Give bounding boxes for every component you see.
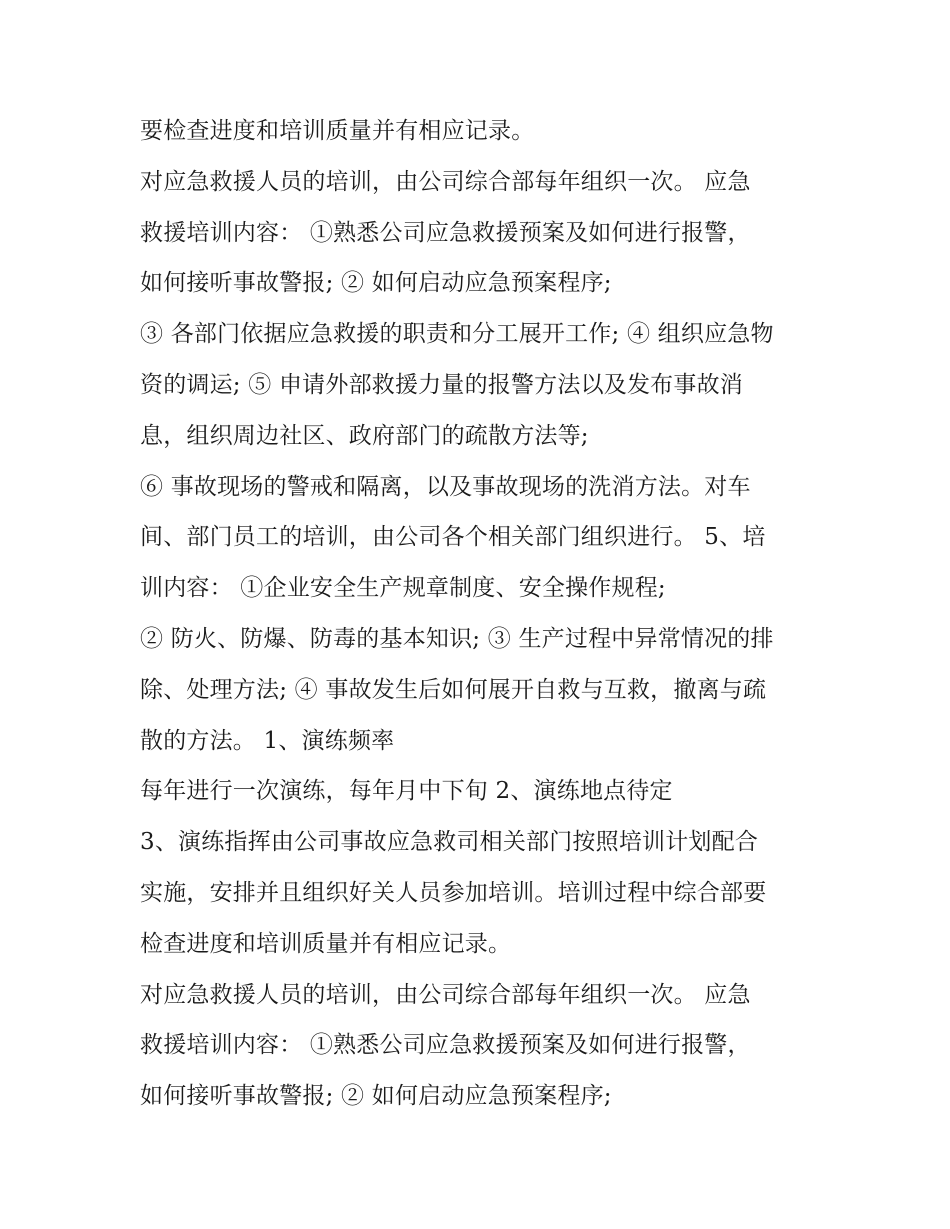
text-line: 如何接听事故警报; ② 如何启动应急预案程序; <box>140 270 612 297</box>
text-line: 散的方法。 1、演练频率 <box>140 727 395 754</box>
text-line: 除、处理方法; ④ 事故发生后如何展开自救与互救，撤离与疏 <box>140 676 767 703</box>
text-line: ② 防火、防爆、防毒的基本知识; ③ 生产过程中异常情况的排 <box>140 625 774 652</box>
text-line: 对应急救援人员的培训，由公司综合部每年组织一次。 应急 <box>140 981 751 1008</box>
text-line: 间、部门员工的培训，由公司各个相关部门组织进行。 5、培 <box>140 524 766 551</box>
text-line: 息，组织周边社区、政府部门的疏散方法等; <box>140 422 589 449</box>
text-line: 要检查进度和培训质量并有相应记录。 <box>140 118 535 144</box>
text-line: 救援培训内容： ①熟悉公司应急救援预案及如何进行报警， <box>140 219 751 246</box>
text-line: 每年进行一次演练，每年月中下旬 2、演练地点待定 <box>140 778 673 805</box>
text-line: 救援培训内容： ①熟悉公司应急救援预案及如何进行报警， <box>140 1032 751 1059</box>
document-body <box>140 106 830 1122</box>
text-line: 训内容： ①企业安全生产规章制度、安全操作规程; <box>140 575 666 602</box>
text-line: ⑥ 事故现场的警戒和隔离，以及事故现场的洗消方法。对车 <box>140 473 751 500</box>
text-line: 如何接听事故警报; ② 如何启动应急预案程序; <box>140 1083 612 1110</box>
text-line: 3、演练指挥由公司事故应急救司相关部门按照培训计划配合 <box>140 829 759 856</box>
text-line: 实施，安排并且组织好关人员参加培训。培训过程中综合部要 <box>140 879 767 906</box>
text-line: 资的调运; ⑤ 申请外部救援力量的报警方法以及发布事故消 <box>140 371 743 398</box>
text-line: 检查进度和培训质量并有相应记录。 <box>140 930 512 957</box>
text-line: ③ 各部门依据应急救援的职责和分工展开工作; ④ 组织应急物 <box>140 321 774 348</box>
text-line: 对应急救援人员的培训，由公司综合部每年组织一次。 应急 <box>140 168 751 195</box>
